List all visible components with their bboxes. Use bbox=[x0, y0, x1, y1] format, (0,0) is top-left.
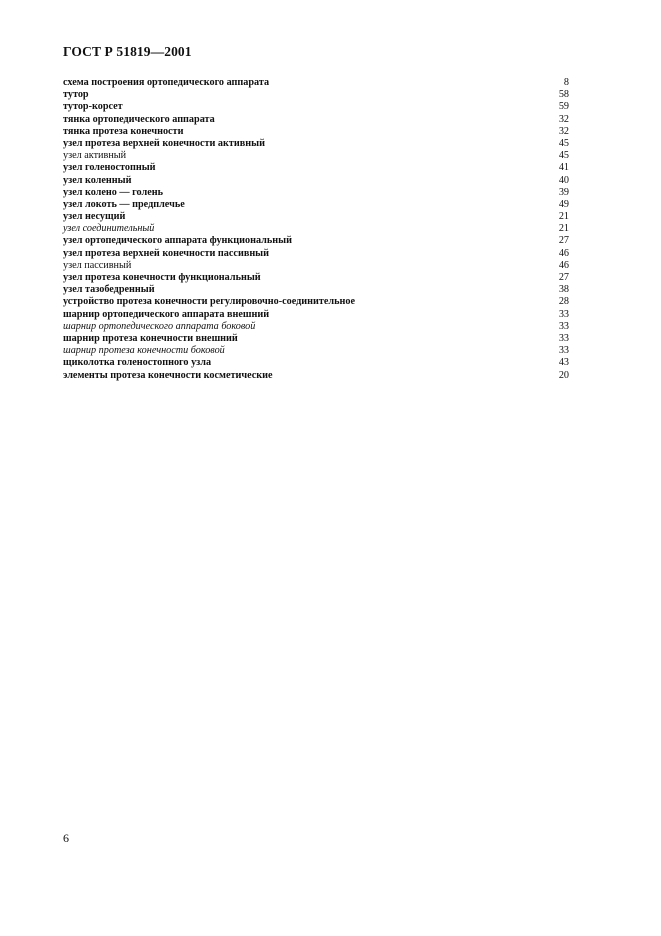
index-term: элементы протеза конечности косметические bbox=[63, 369, 273, 381]
index-term: узел несущий bbox=[63, 211, 126, 223]
index-term: узел коленный bbox=[63, 174, 132, 186]
index-term: устройство протеза конечности регулировочно-соединительное bbox=[63, 296, 356, 308]
index-entry bbox=[63, 235, 569, 247]
index-term: тутор-корсет bbox=[63, 101, 123, 113]
index-term: тутор bbox=[63, 89, 89, 101]
document-header: ГОСТ Р 51819—2001 bbox=[63, 44, 192, 59]
index-entry bbox=[63, 296, 569, 308]
index-entry bbox=[63, 187, 569, 199]
index-term: тянка протеза конечности bbox=[63, 125, 184, 137]
index-term: узел ортопедического аппарата функциональный bbox=[63, 235, 292, 247]
index-term: шарнир протеза конечности боковой bbox=[63, 345, 225, 357]
index-term: узел протеза верхней конечности активный bbox=[63, 137, 265, 149]
index-term: узел протеза верхней конечности пассивный bbox=[63, 247, 270, 259]
index-page-number: 27 bbox=[558, 272, 569, 283]
index-entry bbox=[63, 370, 569, 382]
index-page-number: 38 bbox=[558, 284, 569, 296]
index-entry bbox=[63, 175, 569, 187]
index-page-number: 46 bbox=[558, 247, 569, 259]
index-page-number: 46 bbox=[558, 259, 569, 271]
index-term: узел активный bbox=[63, 150, 127, 162]
index-entry bbox=[63, 357, 569, 369]
index-page-number: 39 bbox=[558, 186, 569, 198]
index-term: шарнир ортопедического аппарата боковой bbox=[63, 320, 256, 332]
index-page-number: 8 bbox=[563, 77, 569, 88]
index-page-number: 58 bbox=[558, 89, 569, 101]
index-entry bbox=[63, 272, 569, 284]
index-entry bbox=[63, 333, 569, 345]
index-entry bbox=[63, 248, 569, 260]
index-term: шарнир протеза конечности внешний bbox=[63, 332, 238, 344]
index-page-number: 33 bbox=[558, 345, 569, 357]
index-page-number: 43 bbox=[558, 357, 569, 369]
index-term: шарнир ортопедического аппарата внешний bbox=[63, 308, 270, 320]
index-term: узел голеностопный bbox=[63, 162, 156, 174]
index-entry bbox=[63, 162, 569, 174]
index-term: щиколотка голеностопного узла bbox=[63, 357, 212, 369]
index-page-number: 28 bbox=[558, 296, 569, 308]
index-entry bbox=[63, 150, 569, 162]
index-page-number: 33 bbox=[558, 320, 569, 332]
index-entry bbox=[63, 126, 569, 138]
index-page-number: 40 bbox=[558, 174, 569, 186]
index-term: узел пассивный bbox=[63, 259, 132, 271]
index-term: узел колено — голень bbox=[63, 186, 163, 198]
index-page-number: 21 bbox=[558, 211, 569, 223]
index-term: узел тазобедренный bbox=[63, 284, 155, 296]
index-page-number: 32 bbox=[558, 125, 569, 137]
index-entry bbox=[63, 223, 569, 235]
index-term: схема построения ортопедического аппарата bbox=[63, 77, 270, 88]
index-page-number: 41 bbox=[558, 162, 569, 174]
index-entry bbox=[63, 199, 569, 211]
index-entry bbox=[63, 260, 569, 272]
index-entry bbox=[63, 77, 569, 89]
index-page-number: 59 bbox=[558, 101, 569, 113]
index-entry bbox=[63, 114, 569, 126]
index-entry bbox=[63, 211, 569, 223]
index-page-number: 21 bbox=[558, 223, 569, 235]
index-page-number: 32 bbox=[558, 113, 569, 125]
index-entry bbox=[63, 345, 569, 357]
index-entry bbox=[63, 101, 569, 113]
index-page-number: 20 bbox=[558, 369, 569, 381]
index-page-number: 49 bbox=[558, 198, 569, 210]
index-entry bbox=[63, 89, 569, 101]
index-page-number: 45 bbox=[558, 137, 569, 149]
index-term: узел протеза конечности функциональный bbox=[63, 272, 261, 283]
page-number: 6 bbox=[63, 831, 69, 845]
index-entry bbox=[63, 138, 569, 150]
index-term: узел соединительный bbox=[63, 223, 155, 235]
index-page-number: 45 bbox=[558, 150, 569, 162]
index-term: тянка ортопедического аппарата bbox=[63, 113, 215, 125]
index-page-number: 27 bbox=[558, 235, 569, 247]
index-page-number: 33 bbox=[558, 332, 569, 344]
index-entry bbox=[63, 284, 569, 296]
index-entry bbox=[63, 321, 569, 333]
index-term: узел локоть — предплечье bbox=[63, 198, 185, 210]
index-entry bbox=[63, 309, 569, 321]
alphabetical-index bbox=[63, 77, 569, 382]
index-page-number: 33 bbox=[558, 308, 569, 320]
